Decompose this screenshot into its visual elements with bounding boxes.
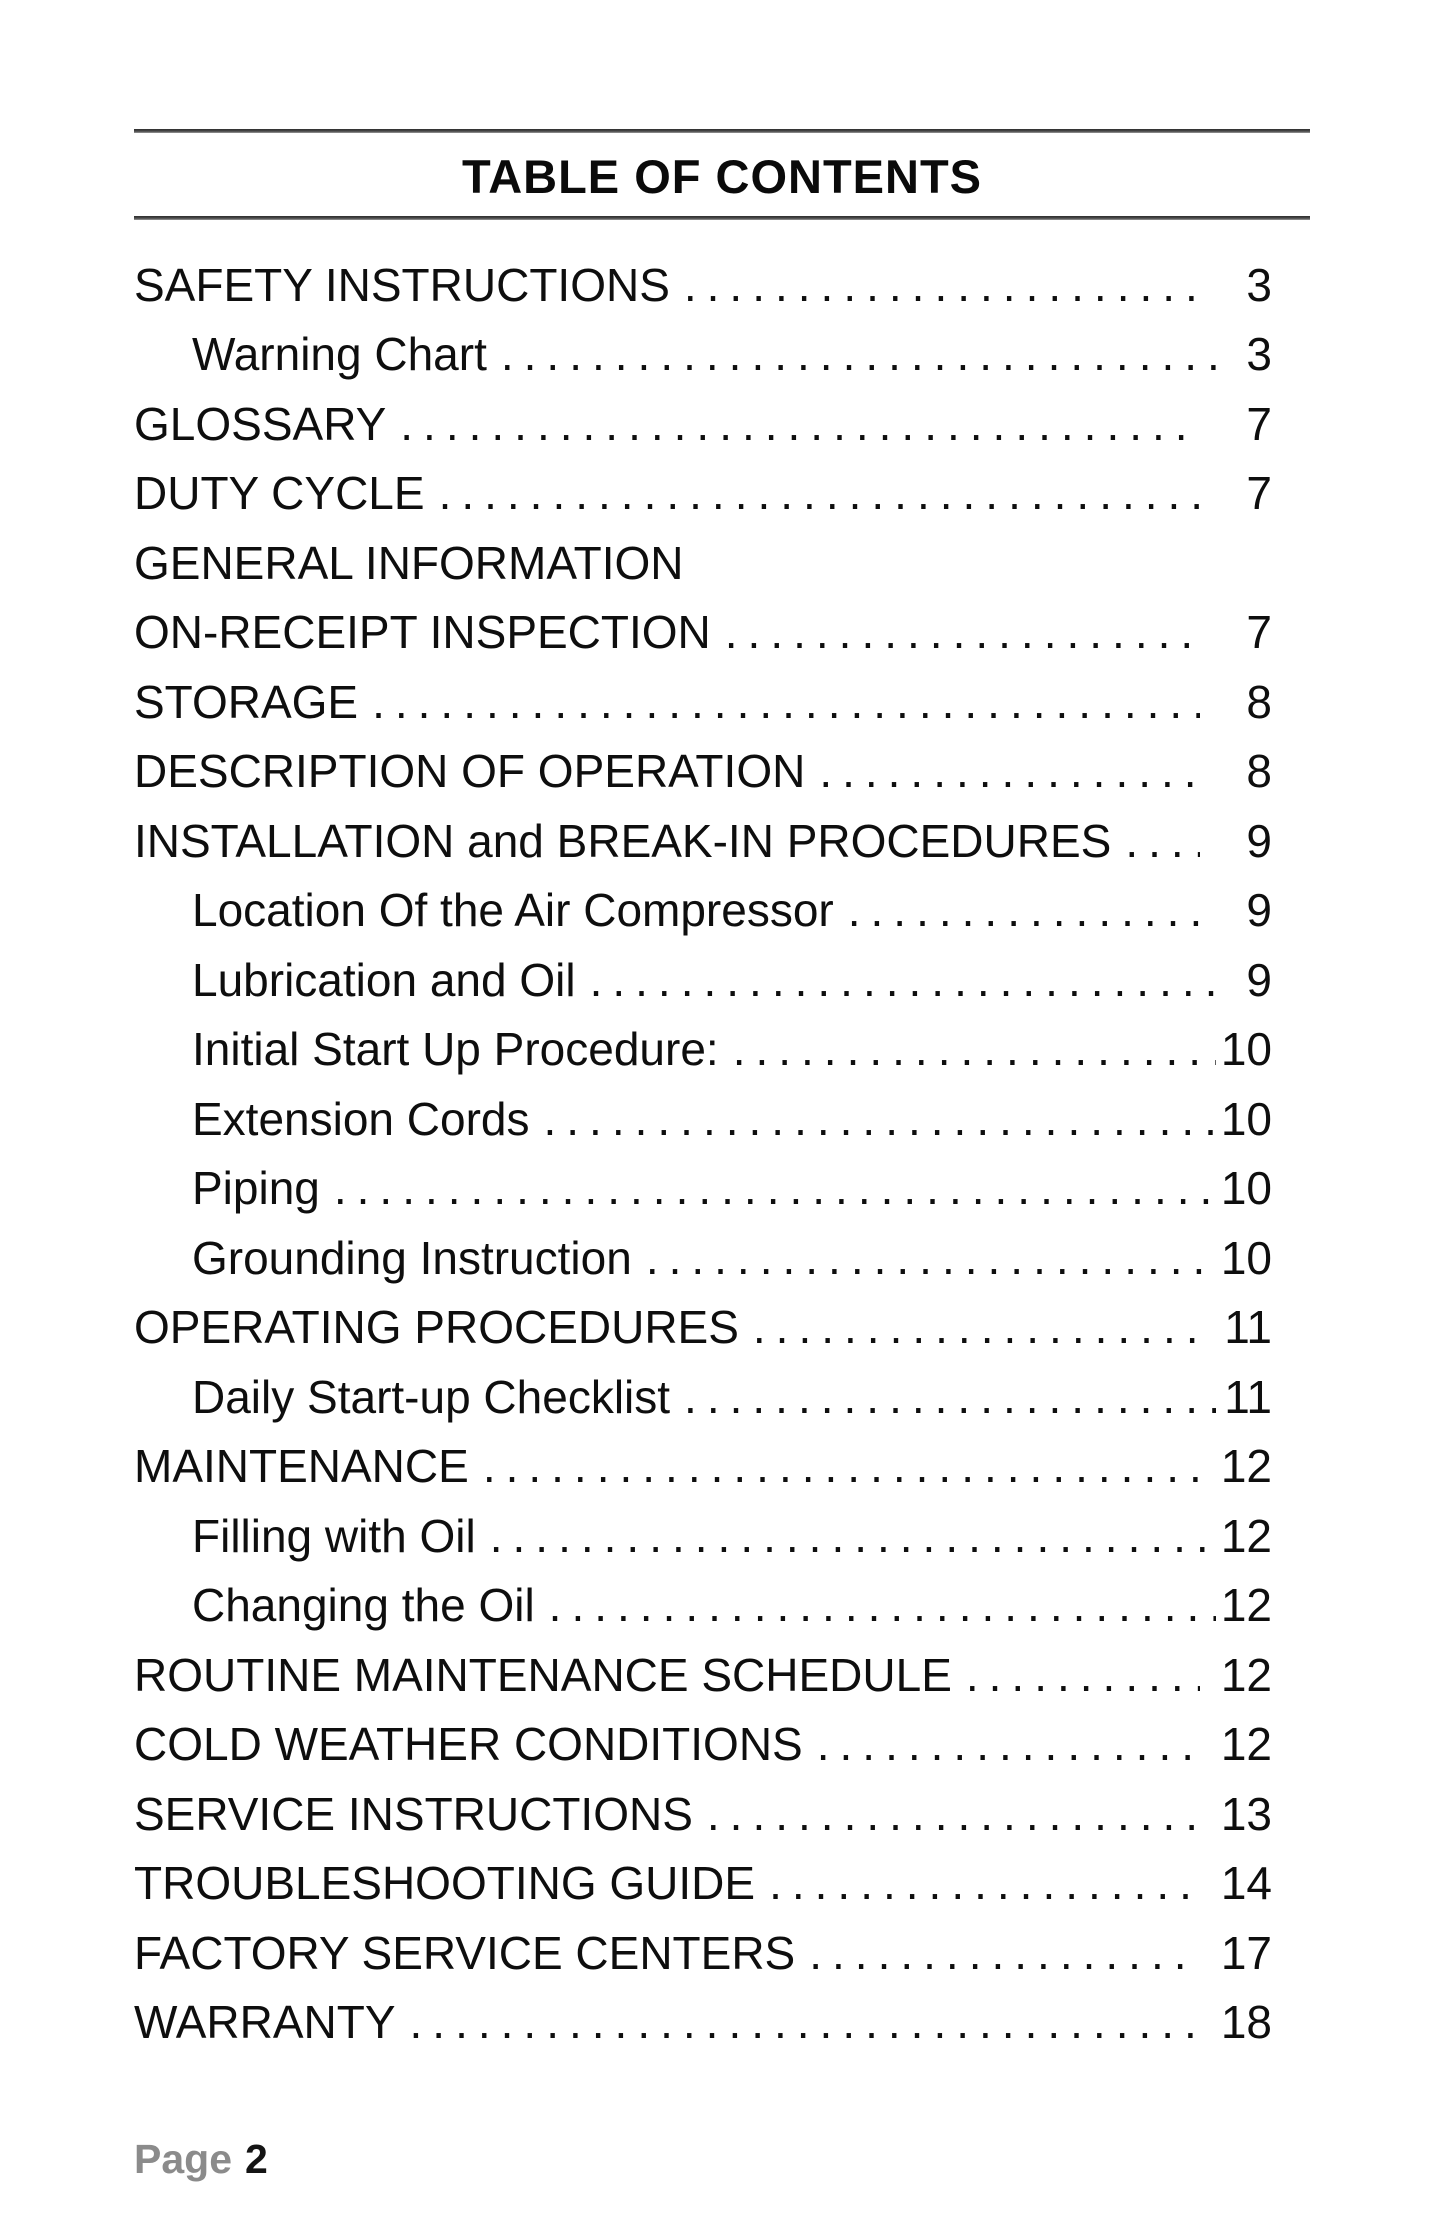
toc-dot-leader — [769, 1857, 1200, 1910]
toc-entry-label: Initial Start Up Procedure: — [192, 1023, 719, 1075]
toc-row — [134, 381, 1310, 451]
toc-page-number: 12 — [1220, 1509, 1272, 1562]
toc-dot-leader — [817, 1718, 1200, 1771]
toc-dot-leader — [590, 954, 1216, 1007]
toc-entry-label: GENERAL INFORMATION — [134, 536, 684, 589]
toc-page-number: 12 — [1220, 1648, 1272, 1701]
toc-row — [134, 312, 1310, 382]
toc-dot-leader — [483, 1440, 1200, 1493]
toc-entry-label: Location Of the Air Compressor — [192, 884, 834, 936]
toc-entry-label: Extension Cords — [192, 1092, 530, 1145]
toc-entry-label: Warning Chart — [192, 328, 487, 380]
toc-entry-label: Filling with Oil — [192, 1509, 476, 1562]
toc-page-number: 18 — [1220, 1996, 1272, 2048]
toc-page-number: 14 — [1220, 1857, 1272, 1909]
toc-row — [134, 1980, 1310, 2050]
toc-page-number: 10 — [1220, 1231, 1272, 1284]
toc-entry-label: INSTALLATION and BREAK-IN PROCEDURES — [134, 814, 1112, 867]
toc-row — [134, 798, 1310, 868]
title-divider — [134, 216, 1310, 220]
toc-page-number: 8 — [1246, 745, 1272, 797]
toc-row — [134, 1632, 1310, 1702]
toc-dot-leader — [501, 328, 1216, 381]
page-footer — [134, 2134, 268, 2184]
toc-page-number: 9 — [1246, 953, 1272, 1006]
toc-entry-label: DESCRIPTION OF OPERATION — [134, 745, 806, 797]
toc-dot-leader — [684, 259, 1200, 312]
toc-row — [134, 937, 1310, 1007]
toc-page-number: 3 — [1246, 328, 1272, 380]
toc-entry-label: FACTORY SERVICE CENTERS — [134, 1926, 796, 1979]
toc-row — [134, 729, 1310, 799]
toc-dot-leader — [809, 1927, 1200, 1980]
toc-page-number: 7 — [1246, 606, 1272, 658]
toc-entry-label: ROUTINE MAINTENANCE SCHEDULE — [134, 1648, 952, 1701]
toc-dot-leader — [490, 1510, 1216, 1563]
toc-page-number: 12 — [1220, 1440, 1272, 1492]
toc-row — [134, 242, 1310, 312]
toc-dot-leader — [400, 398, 1200, 451]
toc-page-number: 7 — [1246, 397, 1272, 450]
toc-entry-label: Daily Start-up Checklist — [192, 1370, 671, 1423]
toc-dot-leader — [684, 1371, 1216, 1424]
toc-entry-label: COLD WEATHER CONDITIONS — [134, 1718, 803, 1770]
toc-dot-leader — [372, 676, 1200, 729]
toc-row — [134, 1910, 1310, 1980]
toc-dot-leader — [725, 606, 1200, 659]
toc-row — [134, 1771, 1310, 1841]
toc-row — [134, 1146, 1310, 1216]
footer-page-label: Page — [134, 2136, 232, 2182]
toc-dot-leader — [819, 745, 1200, 798]
toc-page-number: 10 — [1220, 1023, 1272, 1075]
footer-page-number: 2 — [245, 2136, 268, 2182]
toc-page-number: 10 — [1220, 1162, 1272, 1214]
toc-row — [134, 1215, 1310, 1285]
top-divider — [134, 129, 1310, 133]
toc-row — [134, 1076, 1310, 1146]
toc-row — [134, 451, 1310, 521]
toc-dot-leader — [1125, 815, 1200, 868]
toc-row — [134, 1354, 1310, 1424]
toc-entry-label: GLOSSARY — [134, 397, 387, 450]
toc-dot-leader — [549, 1579, 1216, 1632]
toc-dot-leader — [707, 1788, 1200, 1841]
toc-row — [134, 1424, 1310, 1494]
toc-entry-label: SAFETY INSTRUCTIONS — [134, 258, 670, 311]
toc-page-number: 11 — [1224, 1370, 1272, 1423]
toc-page-number: 7 — [1246, 467, 1272, 519]
toc-dot-leader — [848, 884, 1216, 937]
toc-page-number: 11 — [1224, 1301, 1272, 1353]
toc-entry-label: STORAGE — [134, 675, 359, 728]
toc-entry-label: OPERATING PROCEDURES — [134, 1301, 739, 1353]
toc-row — [134, 1493, 1310, 1563]
toc-row — [134, 520, 1310, 590]
toc-dot-leader — [334, 1162, 1216, 1215]
toc-dot-leader — [544, 1093, 1217, 1146]
toc-row — [134, 1007, 1310, 1077]
toc-dot-leader — [753, 1301, 1200, 1354]
toc-entry-label: Grounding Instruction — [192, 1231, 632, 1284]
toc-entry-label: Lubrication and Oil — [192, 953, 576, 1006]
toc-page-number: 3 — [1246, 258, 1272, 311]
toc-dot-leader — [410, 1996, 1200, 2049]
toc-entry-label: SERVICE INSTRUCTIONS — [134, 1787, 693, 1840]
toc-dot-leader — [439, 467, 1200, 520]
toc-entry-label: Piping — [192, 1162, 320, 1214]
toc-page-number: 9 — [1246, 884, 1272, 936]
toc-entry-label: Changing the Oil — [192, 1579, 535, 1631]
toc-entry-label: DUTY CYCLE — [134, 467, 425, 519]
toc-page-number: 17 — [1220, 1926, 1272, 1979]
toc-page-number: 13 — [1220, 1787, 1272, 1840]
toc-list — [134, 242, 1310, 2049]
toc-page-number: 9 — [1246, 814, 1272, 867]
toc-row — [134, 1285, 1310, 1355]
toc-entry-label: MAINTENANCE — [134, 1440, 469, 1492]
toc-row — [134, 1841, 1310, 1911]
toc-page-number: 8 — [1246, 675, 1272, 728]
toc-entry-label: ON-RECEIPT INSPECTION — [134, 606, 711, 658]
toc-row — [134, 1702, 1310, 1772]
toc-entry-label: WARRANTY — [134, 1996, 396, 2048]
toc-entry-label: TROUBLESHOOTING GUIDE — [134, 1857, 756, 1909]
page-title: TABLE OF CONTENTS — [461, 150, 983, 203]
toc-row — [134, 659, 1310, 729]
toc-dot-leader — [733, 1023, 1216, 1076]
toc-dot-leader — [646, 1232, 1216, 1285]
toc-page-number: 10 — [1220, 1092, 1272, 1145]
toc-page-number: 12 — [1220, 1579, 1272, 1631]
toc-row — [134, 1563, 1310, 1633]
toc-row — [134, 868, 1310, 938]
toc-page-number: 12 — [1220, 1718, 1272, 1770]
toc-row — [134, 590, 1310, 660]
toc-dot-leader — [966, 1649, 1200, 1702]
